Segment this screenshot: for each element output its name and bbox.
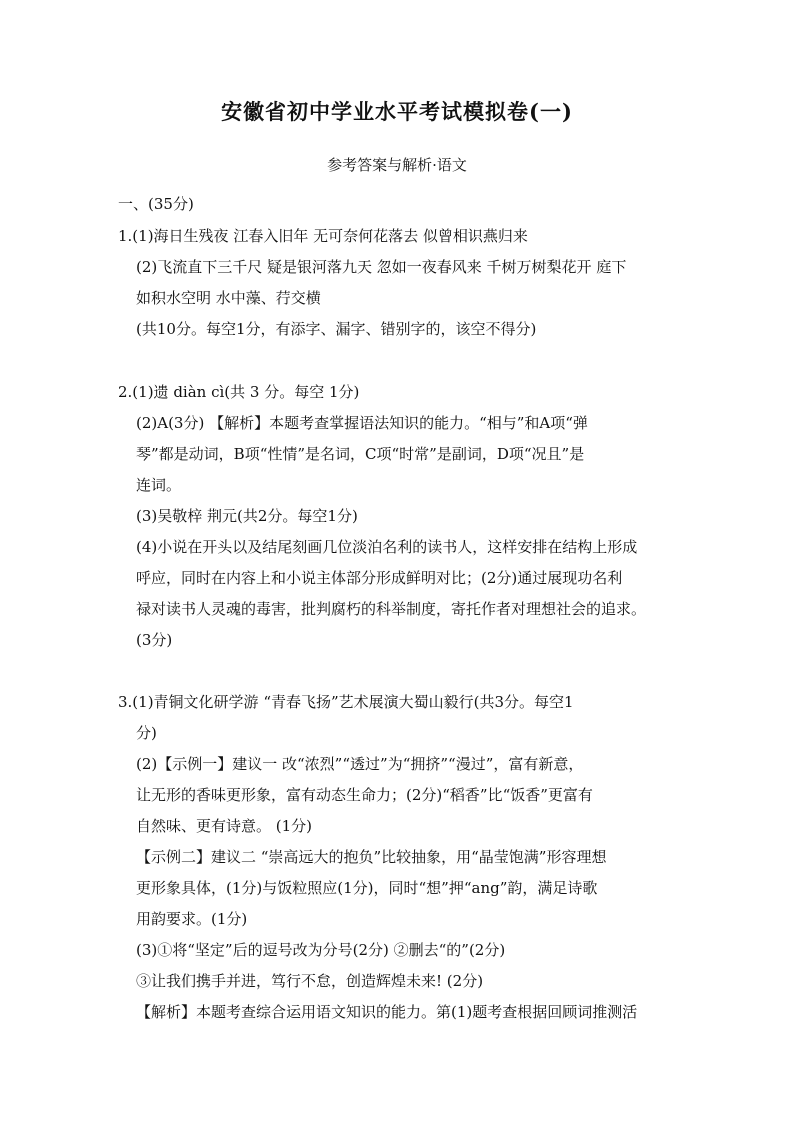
answer-2-line: (3分) — [136, 631, 173, 649]
answer-1-line: (共10分。每空1分，有添字、漏字、错别字的，该空不得分) — [136, 320, 537, 338]
answer-3-line: 3.(1)青铜文化研学游 “青春飞扬”艺术展演大蜀山毅行(共3分。每空1 — [118, 693, 574, 711]
answer-1-line: 1.(1)海日生残夜 江春入旧年 无可奈何花落去 似曾相识燕归来 — [118, 227, 528, 245]
answer-3-line: ③让我们携手并进，笃行不怠，创造辉煌未来! (2分) — [136, 972, 484, 990]
answer-3-line: (2)【示例一】建议一 改“浓烈”“透过”为“拥挤”“漫过”，富有新意， — [136, 755, 584, 773]
answer-2-line: 连词。 — [136, 476, 182, 494]
page-subtitle: 参考答案与解析·语文 — [327, 156, 467, 174]
answer-2-line: (4)小说在开头以及结尾刻画几位淡泊名利的读书人，这样安排在结构上形成 — [136, 538, 638, 556]
answer-3-line: 自然味、更有诗意。 (1分) — [136, 817, 313, 835]
answer-2-line: (3)吴敬梓 荆元(共2分。每空1分) — [136, 507, 358, 525]
answer-3-line: 【示例二】建议二 “崇高远大的抱负”比较抽象，用“晶莹饱满”形容理想 — [136, 848, 607, 866]
answer-2-line: 琴”都是动词，B项“性情”是名词，C项“时常”是副词，D项“况且”是 — [136, 445, 585, 463]
answer-3-line: 让无形的香味更形象，富有动态生命力；(2分)“稻香”比“饭香”更富有 — [136, 786, 593, 804]
section-heading: 一、(35分) — [118, 195, 194, 213]
answer-2-line: 禄对读书人灵魂的毒害，批判腐朽的科举制度，寄托作者对理想社会的追求。 — [136, 600, 647, 618]
answer-2-line: (2)A(3分) 【解析】本题考查掌握语法知识的能力。“相与”和A项“弹 — [136, 414, 588, 432]
answer-3-line: 用韵要求。(1分) — [136, 910, 248, 928]
answer-2-line: 呼应，同时在内容上和小说主体部分形成鲜明对比；(2分)通过展现功名利 — [136, 569, 623, 587]
answer-1-line: (2)飞流直下三千尺 疑是银河落九天 忽如一夜春风来 千树万树梨花开 庭下 — [136, 258, 627, 276]
answer-1-line: 如积水空明 水中藻、荇交横 — [136, 289, 321, 307]
answer-3-line: 更形象具体，(1分)与饭粒照应(1分)，同时“想”押“ang”韵，满足诗歌 — [136, 879, 598, 897]
answer-2-line: 2.(1)遗 diàn cì(共 3 分。每空 1分) — [118, 383, 360, 401]
answer-3-line: (3)①将“坚定”后的逗号改为分号(2分) ②删去“的”(2分) — [136, 941, 506, 959]
answer-3-line: 分) — [136, 724, 157, 742]
page-title: 安徽省初中学业水平考试模拟卷(一) — [221, 99, 573, 124]
answer-3-line: 【解析】本题考查综合运用语文知识的能力。第(1)题考查根据回顾词推测活 — [136, 1003, 638, 1021]
